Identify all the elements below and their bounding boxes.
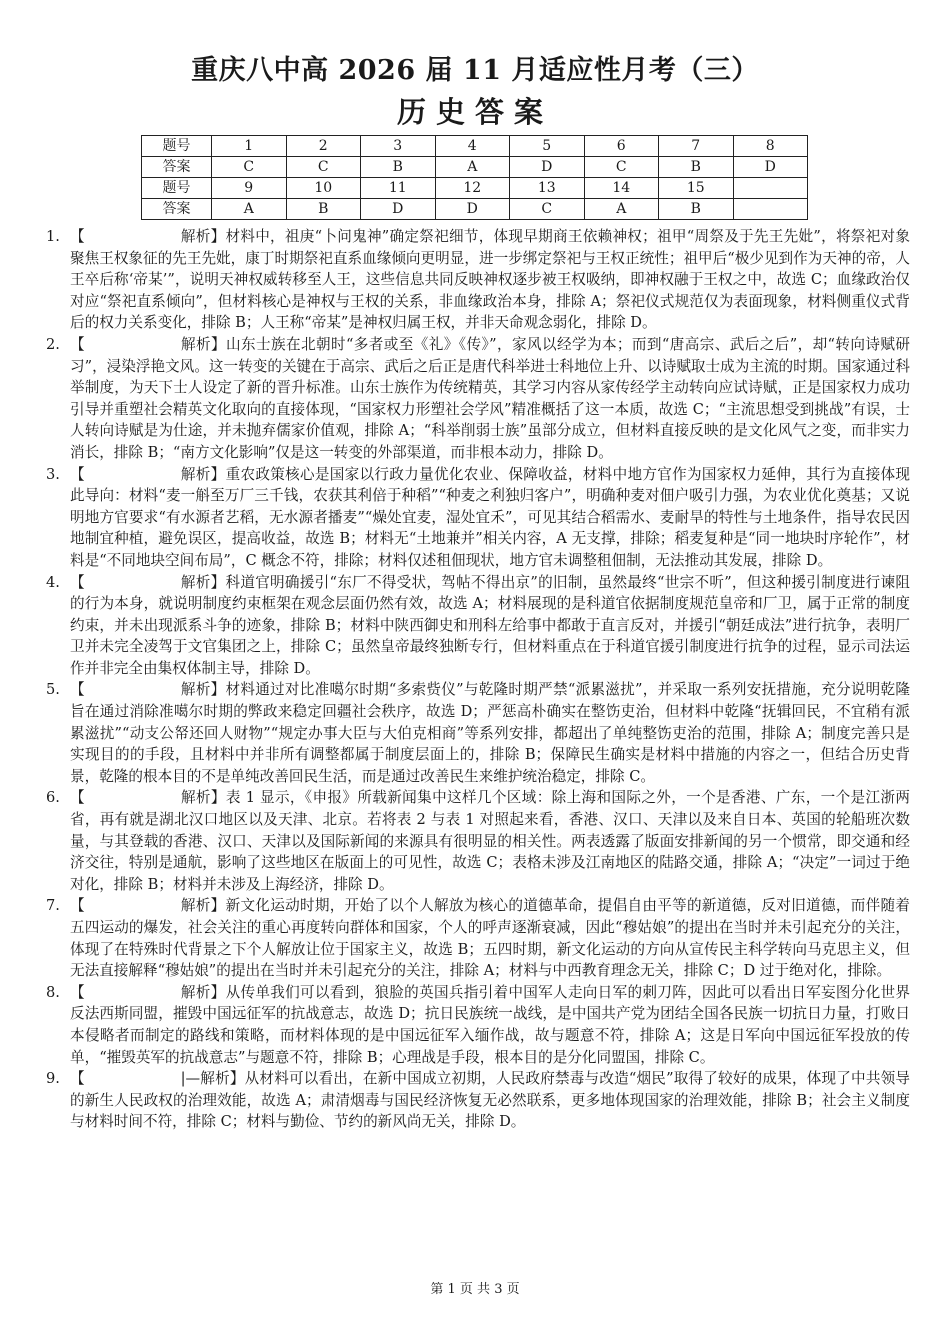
question-number: 3. [46, 465, 60, 483]
analysis-tag: 解析】 [180, 573, 226, 591]
table-cell: 7 [659, 136, 734, 157]
table-row-answers-2 [142, 199, 808, 220]
table-cell: 4 [435, 136, 510, 157]
table-cell: 13 [510, 178, 585, 199]
table-row-answers-1 [142, 157, 808, 178]
row-label-question: 题号 [142, 136, 212, 157]
explanation-text: 材料通过对比准噶尔时期“多索赀仪”与乾隆时期严禁“派累滋扰”，并采取一系列安抚措施，充分说明乾隆旨在通过消除准噶尔时期的弊政来稳定回疆社会秩序，故选 D；严惩高朴确实在整饬吏治，但材料中乾隆“抚辑回民，不宜稍有派累滋扰”“动支公帑还回人财物”“规定办事大臣与大伯克相商”等系列安排，都超出了单纯整饬吏治的范围，排除 A；制度完善只是实现目的的手段，且材料中并非所有调整都属于制度层面上的，排除 B；保障民生确实是材料中措施的内容之一，但结合历史背景，乾隆的根本目的不是单纯改善回民生活，而是通过改善民生来维护统治稳定，排除 C。 [70, 681, 910, 785]
analysis-tag: 解析】 [180, 983, 226, 1001]
analysis-tag: 解析】 [180, 789, 226, 807]
question-number: 9. [46, 1070, 60, 1088]
question-number: 4. [46, 573, 60, 591]
question-explanation-3 [46, 464, 910, 572]
table-cell: C [584, 157, 659, 178]
row-label-question: 题号 [142, 178, 212, 199]
table-cell: 2 [286, 136, 361, 157]
question-explanation-5 [46, 679, 910, 787]
question-explanation-7 [46, 895, 910, 981]
table-cell: 15 [659, 178, 734, 199]
question-number: 6. [46, 789, 60, 807]
table-cell: 12 [435, 178, 510, 199]
bracket: 【 [70, 335, 85, 353]
analysis-tag: 解析】 [180, 228, 226, 245]
bracket: 【 [70, 681, 85, 699]
table-cell: A [212, 199, 287, 220]
table-cell: 8 [733, 136, 808, 157]
analysis-tag: |—解析】 [180, 1070, 245, 1088]
table-cell: 14 [584, 178, 659, 199]
page-title: 重庆八中高 2026 届 11 月适应性月考（三） [191, 55, 759, 86]
question-explanation-4 [46, 572, 910, 680]
table-cell: 10 [286, 178, 361, 199]
table-cell: A [435, 157, 510, 178]
bracket: 【 [70, 897, 85, 915]
question-number: 5. [46, 681, 60, 699]
row-label-answer: 答案 [142, 157, 212, 178]
table-cell: C [286, 157, 361, 178]
page-subtitle: 历史答案 [396, 95, 553, 129]
question-number: 2. [46, 335, 60, 353]
bracket: 【 [70, 789, 85, 807]
explanations-list [46, 226, 910, 1133]
question-explanation-8 [46, 982, 910, 1068]
bracket: 【 [70, 573, 85, 591]
table-cell: D [435, 199, 510, 220]
table-cell: 6 [584, 136, 659, 157]
table-cell: 3 [361, 136, 436, 157]
explanation-text: 新文化运动时期，开始了以个人解放为核心的道德革命，提倡自由平等的新道德，反对旧道德，而伴随着五四运动的爆发，社会关注的重心再度转向群体和国家，个人的呼声逐渐衰减，因此“穆姑娘”的提出在当时并未引起充分的关注，体现了在特殊时代背景之下个人解放让位于国家主义，故选 B；五四时期，新文化运动的方向从宣传民主科学转向马克思主义，但无法直接解释“穆姑娘”的提出在当时并未引起充分的关注，排除 A；材料与中西教育理念无关，排除 C；D 过于绝对化，排除。 [70, 897, 910, 980]
question-number: 1. [46, 228, 60, 245]
question-explanation-9 [46, 1068, 910, 1133]
table-cell: C [510, 199, 585, 220]
analysis-tag: 解析】 [180, 335, 226, 353]
question-number: 7. [46, 897, 60, 915]
analysis-tag: 解析】 [180, 897, 226, 915]
table-cell [733, 199, 808, 220]
table-cell: 1 [212, 136, 287, 157]
analysis-tag: 解析】 [180, 681, 226, 699]
bracket: 【 [70, 1070, 85, 1088]
table-cell: B [286, 199, 361, 220]
question-explanation-1 [46, 226, 910, 334]
table-cell: B [361, 157, 436, 178]
table-cell: D [733, 157, 808, 178]
table-row-question-numbers-1 [142, 136, 808, 157]
table-cell: B [659, 157, 734, 178]
answer-table [141, 135, 808, 220]
analysis-tag: 解析】 [180, 465, 226, 483]
explanation-text: 科道官明确援引“东厂不得受状，驾帖不得出京”的旧制，虽然最终“世宗不听”，但这种援引制度进行谏阻的行为本身，就说明制度约束框架在观念层面仍然有效，故选 A；材料展现的是科道官依据制度规范皇帝和厂卫，属于正常的制度约束，并未出现派系斗争的迹象，排除 B；材料中陕西御史和刑科左给事中都敢于直言反对，并援引“朝廷成法”进行抗争，表明厂卫并未完全凌驾于文官集团之上，排除 C；虽然皇帝最终独断专行，但材料重点在于科道官援引制度进行抗争的过程，显示司法运作并非完全由集权体制主导，排除 D。 [70, 573, 910, 677]
table-cell: B [659, 199, 734, 220]
explanation-text: 从材料可以看出，在新中国成立初期，人民政府禁毒与改造“烟民”取得了较好的成果，体现了中共领导的新生人民政权的治理效能，故选 A；肃清烟毒与国民经济恢复无必然联系，更多地体现国家的治理效能，排除 B；社会主义制度与材料时间不符，排除 C；材料与勤俭、节约的新风尚无关，排除 D。 [70, 1070, 910, 1131]
question-explanation-6 [46, 787, 910, 895]
table-cell: D [361, 199, 436, 220]
table-row-question-numbers-2 [142, 178, 808, 199]
table-cell: 11 [361, 178, 436, 199]
explanation-text: 山东士族在北朝时“多者或至《礼》《传》”，家风以经学为本；而到“唐高宗、武后之后”，却“转向诗赋研习”，浸染浮艳文风。这一转变的关键在于高宗、武后之后正是唐代科举进士科地位上升、以诗赋取士成为主流的时期。国家通过科举制度，为天下士人设定了新的晋升标准。山东士族作为传统精英，其学习内容从家传经学主动转向应试诗赋，正是国家权力成功引导并重塑社会精英文化取向的直接体现，“国家权力形塑社会学风”精准概括了这一本质，故选 C；“主流思想受到挑战”有误，士人转向诗赋是为仕途，并未抛弃儒家价值观，排除 A；“科举削弱士族”虽部分成立，但材料直接反映的是文化风气之变，而非实力消长，排除 B；“南方文化影响”仅是这一转变的外部渠道，而非根本动力，排除 D。 [70, 335, 910, 461]
table-cell: A [584, 199, 659, 220]
explanation-text: 重农政策核心是国家以行政力量优化农业、保障收益，材料中地方官作为国家权力延伸，其行为直接体现此导向：材料“麦一斛至万厂三千钱，农获其利倍于种稻”“种麦之利独归客户”，明确种麦对佃户吸引力强，为农业优化奠基；又说明地方官要求“有水源者艺稻，无水源者播麦”“燥处宜麦，湿处宜禾”，可见其结合稻需水、麦耐旱的特性与土地条件，指导农民因地制宜种植，避免误区，提高收益，故选 B；材料无“土地兼并”相关内容，A 无支撑，排除；稻麦复种是“同一地块时序轮作”，材料是“不同地块空间布局”，C 概念不符，排除；材料仅述租佃现状，地方官未调整租佃制，无法推动其发展，排除 D。 [70, 465, 910, 569]
explanation-text: 材料中，祖庚“卜问鬼神”确定祭祀细节，体现早期商王依赖神权；祖甲“周祭及于先王先妣”，将祭祀对象聚焦王权象征的先王先妣，康丁时期祭祀直系血缘倾向更明显，进一步绑定祭祀与王权正统性；祖甲后“极少见到作为天神的帝，人王卒后称‘帝某’”，说明天神权威转移至人王，这些信息共同反映神权逐步被王权吸纳，即神权融于王权之中，故选 C；血缘政治仅对应“祭祀直系倾向”，但材料核心是神权与王权的关系，非血缘政治本身，排除 A；祭祀仪式规范仅为表面现象，材料侧重仪式背后的权力关系变化，排除 B；人王称“帝某”是神权归属王权，并非天命观念弱化，排除 D。 [70, 228, 910, 332]
table-cell: C [212, 157, 287, 178]
table-cell: 5 [510, 136, 585, 157]
explanation-text: 表 1 显示，《申报》所载新闻集中这样几个区域：除上海和国际之外，一个是香港、广东，一个是江浙两省，再有就是湖北汉口地区以及天津、北京。若将表 2 与表 1 对照起来看，香港、汉口、天津以及来自日本、英国的轮船班次数量，与其登载的香港、汉口、天津以及国际新闻的来源具有很明显的相关性。两表透露了版面安排新闻的另一个惯常，即交通和经济交往，特别是通航，影响了这些地区在版面上的可见性，故选 C；表格未涉及江南地区的陆路交通，排除 A；“决定”一词过于绝对化，排除 B；材料并未涉及上海经济，排除 D。 [70, 789, 910, 893]
row-label-answer: 答案 [142, 199, 212, 220]
table-cell [733, 178, 808, 199]
question-number: 8. [46, 983, 60, 1001]
bracket: 【 [70, 228, 85, 245]
page-footer: 第 1 页 共 3 页 [430, 1282, 520, 1297]
bracket: 【 [70, 983, 85, 1001]
table-cell: 9 [212, 178, 287, 199]
explanation-text: 从传单我们可以看到，狼脸的英国兵指引着中国军人走向日军的刺刀阵，因此可以看出日军妄图分化世界反法西斯同盟，摧毁中国远征军的抗战意志，故选 D；抗日民族统一战线，是中国共产党为团结全国各民族一切抗日力量，打败日本侵略者而制定的路线和策略，而材料体现的是中国远征军入缅作战，故与题意不符，排除 A；这是日军向中国远征军投放的传单，“摧毁英军的抗战意志”与题意不符，排除 B；心理战是手段，根本目的是分化同盟国，排除 C。 [70, 983, 910, 1066]
bracket: 【 [70, 465, 85, 483]
table-cell: D [510, 157, 585, 178]
question-explanation-2 [46, 334, 910, 464]
